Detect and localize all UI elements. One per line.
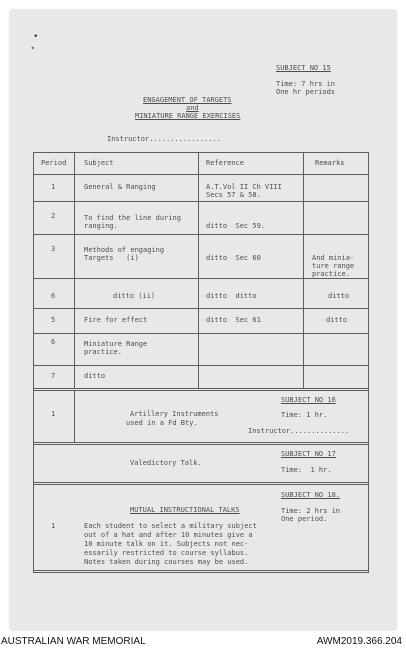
- subject-18-text-line: essarily restricted to course syllabus.: [84, 549, 249, 557]
- row-1-reference-secs: Secs 57 & 58.: [206, 191, 261, 199]
- row-4-remarks: ditto: [328, 292, 350, 300]
- row-2-period: 2: [51, 212, 56, 220]
- row-3-period: 3: [51, 245, 56, 253]
- row-3-reference: ditto Sec 60: [206, 254, 261, 262]
- subject-15-time: Time: 7 hrs in: [276, 80, 336, 88]
- row-1-period: 1: [51, 183, 56, 191]
- row-2-reference: ditto Sec 59.: [206, 222, 266, 230]
- column-header-reference: Reference: [206, 159, 244, 167]
- row-4-reference: ditto ditto: [206, 292, 257, 300]
- footer-catalog-id: AWM2019.366.204: [316, 636, 402, 647]
- subject-18-label: SUBJECT NO 18.: [281, 491, 341, 499]
- row-3-subject: Methods of engaging: [84, 246, 165, 254]
- instructor-line: Instructor.................: [107, 135, 221, 143]
- subject-18-text-line: 10 minute talk on it. Subjects not nec-: [84, 540, 249, 548]
- subject-18-time: Time: 2 hrs in: [281, 507, 341, 515]
- subject-17-time: Time: 1 hr.: [281, 466, 332, 474]
- subject-18-text-line: Each student to select a military subject: [84, 522, 257, 530]
- row-3-remarks: And minia-: [312, 254, 355, 262]
- row-6-subject: Miniature Range: [84, 340, 148, 348]
- subject-15-time-periods: One hr periods: [276, 88, 336, 96]
- row-3-subject-cont: Targets (i): [84, 254, 139, 262]
- subject-18-time-cont: One period.: [281, 515, 328, 523]
- row-4-subject: ditto (ii): [113, 292, 156, 300]
- subject-18-title: MUTUAL INSTRUCTIONAL TALKS: [130, 506, 240, 514]
- row-5-remarks: ditto: [326, 316, 348, 324]
- footer-credit: AUSTRALIAN WAR MEMORIAL: [1, 636, 146, 647]
- subject-16-title: Artillery Instruments: [130, 410, 219, 418]
- subject-17-title: Valedictory Talk.: [130, 459, 202, 467]
- document-title-and: and: [186, 104, 199, 112]
- row-6-subject-cont: practice.: [84, 348, 122, 356]
- row-5-period: 5: [51, 316, 56, 324]
- document-title: ENGAGEMENT OF TARGETS: [143, 96, 232, 104]
- subject-16-title-cont: used in a Fd Bty.: [126, 419, 198, 427]
- punch-hole-mark: ⋆: [30, 44, 36, 54]
- column-header-remarks: Remarks: [315, 159, 345, 167]
- row-5-subject: Fire for effect: [84, 316, 148, 324]
- subject-16-label: SUBJECT NO 16: [281, 396, 336, 404]
- row-1-subject: General & Ranging: [84, 183, 156, 191]
- subject-18-period: 1: [51, 522, 56, 530]
- row-5-reference: ditto Sec 61: [206, 316, 261, 324]
- row-2-subject: To find the line during: [84, 214, 181, 222]
- row-7-period: 7: [51, 372, 56, 380]
- column-header-subject: Subject: [84, 159, 114, 167]
- subject-16-period: 1: [51, 410, 56, 418]
- row-3-remarks-cont: ture range: [312, 262, 355, 270]
- column-header-period: Period: [41, 159, 67, 167]
- document-title-line2: MINIATURE RANGE EXERCISES: [135, 112, 241, 120]
- row-1-reference: A.T.Vol II Ch VIII: [206, 183, 282, 191]
- subject-16-time: Time: 1 hr.: [281, 411, 328, 419]
- row-4-period: 6: [51, 292, 56, 300]
- subject-15-label: SUBJECT NO 15: [276, 64, 331, 72]
- row-7-subject: ditto: [84, 372, 106, 380]
- subject-17-label: SUBJECT NO 17: [281, 450, 336, 458]
- row-6-period: 6: [51, 338, 56, 346]
- subject-18-text-line: out of a hat and after 10 minutes give a: [84, 531, 253, 539]
- subject-16-instructor: Instructor..............: [248, 427, 350, 435]
- row-2-subject-cont: ranging.: [84, 222, 118, 230]
- subject-18-text-line: Notes taken during courses may be used.: [84, 558, 249, 566]
- row-3-remarks-cont2: practice.: [312, 270, 350, 278]
- punch-hole-mark: •: [33, 32, 39, 42]
